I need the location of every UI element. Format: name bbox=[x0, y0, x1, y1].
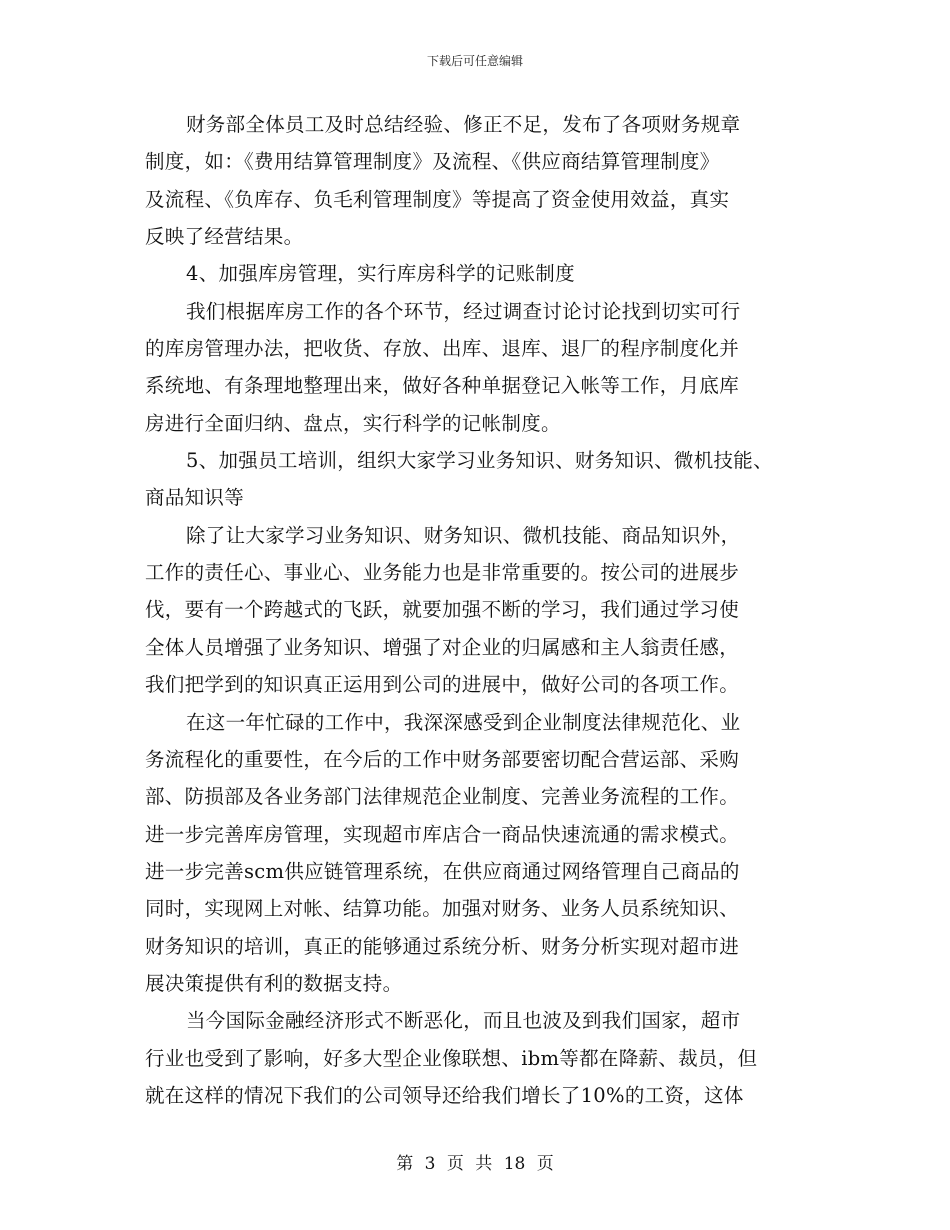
paragraph-line: 财务知识的培训，真正的能够通过系统分析、财务分析实现对超市进 bbox=[145, 934, 740, 958]
paragraph-line: 我们根据库房工作的各个环节，经过调查讨论讨论找到切实可行 bbox=[186, 299, 741, 323]
section-heading-continued: 商品知识等 bbox=[145, 486, 245, 510]
paragraph-line: 及流程、《负库存、负毛利管理制度》等提高了资金使用效益，真实 bbox=[145, 187, 730, 211]
paragraph-line: 行业也受到了影响，好多大型企业像联想、ibm等都在降薪、裁员，但 bbox=[145, 1046, 758, 1070]
paragraph-line: 工作的责任心、事业心、业务能力也是非常重要的。按公司的进展步 bbox=[145, 561, 740, 585]
paragraph-line: 部、防损部及各业务部门法律规范企业制度、完善业务流程的工作。 bbox=[145, 785, 740, 809]
paragraph-line: 的库房管理办法，把收货、存放、出库、退库、退厂的程序制度化并 bbox=[145, 337, 740, 361]
page-number-footer: 第 3 页 共 18 页 bbox=[396, 1154, 554, 1174]
paragraph-line: 我们把学到的知识真正运用到公司的进展中，做好公司的各项工作。 bbox=[145, 673, 740, 697]
paragraph-line: 除了让大家学习业务知识、财务知识、微机技能、商品知识外， bbox=[186, 523, 741, 547]
paragraph-line: 同时，实现网上对帐、结算功能。加强对财务、业务人员系统知识、 bbox=[145, 897, 740, 921]
paragraph-line: 务流程化的重要性，在今后的工作中财务部要密切配合营运部、采购 bbox=[145, 747, 740, 771]
document-body bbox=[145, 106, 810, 1114]
paragraph-line: 制度，如：《费用结算管理制度》及流程、《供应商结算管理制度》 bbox=[145, 150, 720, 174]
paragraph-line: 展决策提供有利的数据支持。 bbox=[145, 971, 403, 995]
paragraph-line: 全体人员增强了业务知识、增强了对企业的归属感和主人翁责任感， bbox=[145, 635, 740, 659]
paragraph-line: 房进行全面归纳、盘点，实行科学的记帐制度。 bbox=[145, 411, 561, 435]
paragraph-line: 进一步完善库房管理，实现超市库店合一商品快速流通的需求模式。 bbox=[145, 822, 740, 846]
page-header: 下载后可任意编辑 bbox=[426, 54, 523, 68]
paragraph-line: 系统地、有条理地整理出来，做好各种单据登记入帐等工作，月底库 bbox=[145, 374, 740, 398]
section-heading: 4、加强库房管理，实行库房科学的记账制度 bbox=[186, 262, 575, 286]
paragraph-line: 就在这样的情况下我们的公司领导还给我们增长了10%的工资，这体 bbox=[145, 1083, 744, 1107]
paragraph-line: 当今国际金融经济形式不断恶化，而且也波及到我们国家，超市 bbox=[186, 1009, 741, 1033]
section-heading: 5、加强员工培训，组织大家学习业务知识、财务知识、微机技能、 bbox=[186, 449, 773, 473]
paragraph-line: 伐，要有一个跨越式的飞跃，就要加强不断的学习，我们通过学习使 bbox=[145, 598, 740, 622]
paragraph-line: 在这一年忙碌的工作中，我深深感受到企业制度法律规范化、业 bbox=[186, 710, 741, 734]
paragraph-line: 反映了经营结果。 bbox=[145, 225, 304, 249]
paragraph-line: 财务部全体员工及时总结经验、修正不足，发布了各项财务规章 bbox=[186, 113, 741, 136]
paragraph-line: 进一步完善scm供应链管理系统，在供应商通过网络管理自己商品的 bbox=[145, 859, 740, 883]
